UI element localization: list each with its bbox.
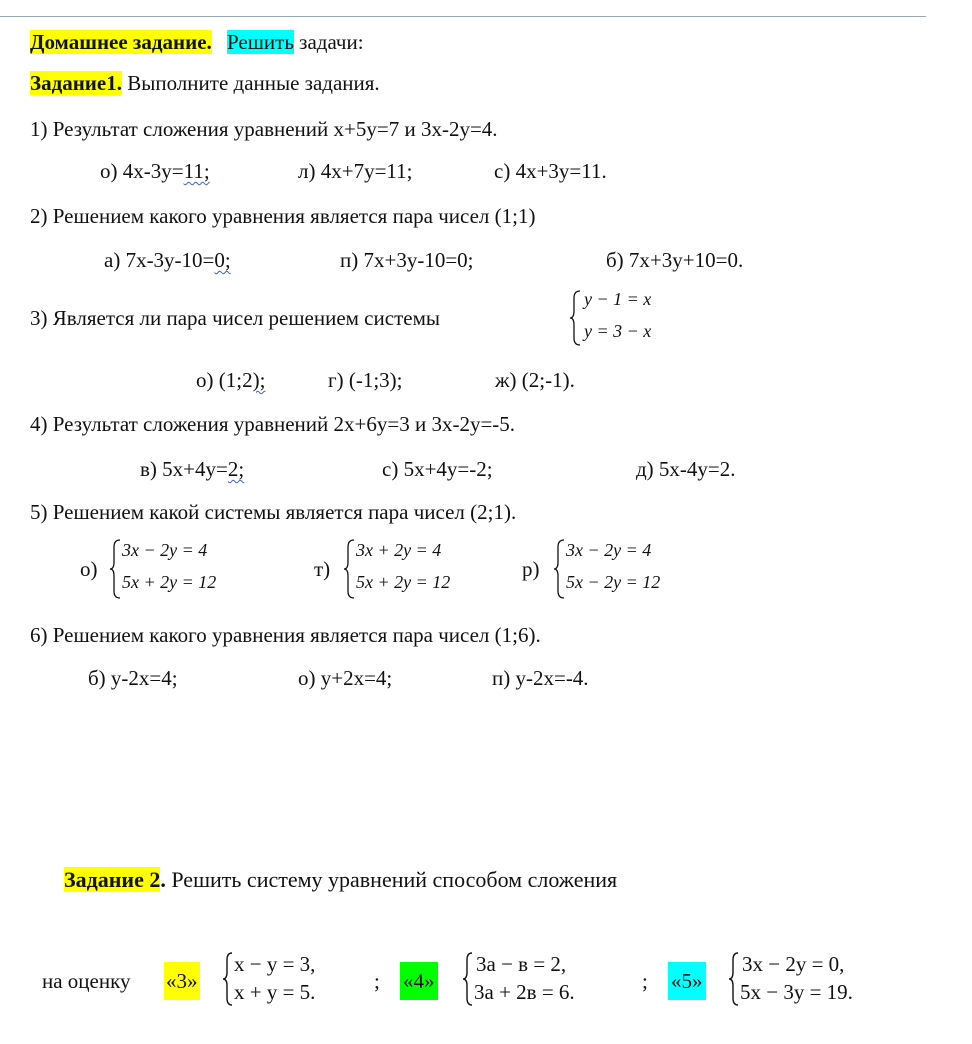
grade-4-eq-2: 3a + 2в = 6. [474,980,575,1004]
task2-text: Решить систему уравнений способом сложения [171,867,618,892]
q1-option-o: о) 4х-3у=11; [100,159,210,183]
q3-system [570,289,710,347]
q5-r-eq-2: 5x − 2y = 12 [566,572,661,592]
q3-option-g: г) (-1;3); [328,368,403,392]
grade-3-system [222,950,372,1008]
header-rest: задачи: [299,30,364,54]
question-4: 4) Результат сложения уравнений 2х+6у=3 и 3х-2у=-5. [30,412,516,436]
grade-4-eq-1: 3a − в = 2, [476,952,567,976]
q5-brace-t-icon [344,538,356,600]
q3-brace-icon [570,289,582,347]
grade-4-badge: «4» [400,962,438,1000]
question-2: 2) Решением какого уравнения является пара чисел (1;1) [30,204,536,228]
q5-label-o: о) [80,557,98,581]
q4-option-s: с) 5х+4у=-2; [382,457,493,481]
q5-t-eq-2: 5x + 2y = 12 [356,572,451,592]
homework-title: Домашнее задание. [30,30,212,54]
q5-system-t [344,538,494,600]
q5-o-eq-1: 3x − 2y = 4 [122,540,208,560]
grade-5-system [728,950,918,1008]
q6-option-b: б) у-2х=4; [88,666,178,690]
grade-3-eq-1: x − y = 3, [234,952,316,976]
q1-option-l: л) 4х+7у=11; [298,159,413,183]
q3-eq-1: y − 1 = x [584,289,652,309]
grade-prefix: на оценку [42,969,131,993]
separator-2: ; [642,969,648,993]
q5-o-eq-2: 5x + 2y = 12 [122,572,217,592]
separator-1: ; [374,969,380,993]
solve-highlight: Решить [227,30,294,54]
task2-label: Задание 2 [64,867,161,892]
q6-option-p: п) у-2х=-4. [492,666,589,690]
task2-heading: Задание 2. Решить систему уравнений способом сложения [64,867,618,892]
q4-option-v: в) 5х+4у=2; [140,457,245,481]
q2-option-b: б) 7х+3у+10=0. [606,248,744,272]
q4-option-d: д) 5х-4у=2. [636,457,736,481]
q2-option-p: п) 7х+3у-10=0; [340,248,474,272]
homework-header [30,29,364,55]
task1-label: Задание1. [30,71,122,95]
question-5: 5) Решением какой системы является пара чисел (2;1). [30,500,517,524]
q5-t-eq-1: 3x + 2y = 4 [356,540,442,560]
grade-5-brace-icon [728,950,740,1008]
grade-3-brace-icon [222,950,234,1008]
task1-text: Выполните данные задания. [127,71,380,95]
question-6: 6) Решением какого уравнения является пара чисел (1;6). [30,623,541,647]
q6-option-o: о) у+2х=4; [298,666,393,690]
grade-3-badge: «3» [164,962,200,1000]
q5-label-r: р) [522,557,540,581]
q5-brace-r-icon [554,538,566,600]
q3-option-zh: ж) (2;-1). [495,368,575,392]
question-3: 3) Является ли пара чисел решением системы [30,306,440,330]
q5-r-eq-1: 3x − 2y = 4 [566,540,652,560]
grade-4-brace-icon [462,950,474,1008]
grade-5-badge: «5» [668,962,706,1000]
q3-eq-2: y = 3 − x [584,321,652,341]
q5-system-r [554,538,704,600]
top-divider [0,16,926,17]
q5-label-t: т) [314,557,331,581]
q2-option-a: а) 7х-3у-10=0; [104,248,231,272]
grade-3-eq-2: x + y = 5. [234,980,316,1004]
grade-4-system [462,950,632,1008]
grade-5-eq-1: 3x − 2y = 0, [742,952,845,976]
grade-5-eq-2: 5x − 3y = 19. [740,980,853,1004]
q1-option-s: с) 4х+3у=11. [494,159,607,183]
task1-heading [30,70,380,96]
q5-system-o [110,538,260,600]
question-1: 1) Результат сложения уравнений х+5у=7 и 3х-2у=4. [30,117,498,141]
q5-brace-o-icon [110,538,122,600]
q3-option-o: о) (1;2); [196,368,266,392]
